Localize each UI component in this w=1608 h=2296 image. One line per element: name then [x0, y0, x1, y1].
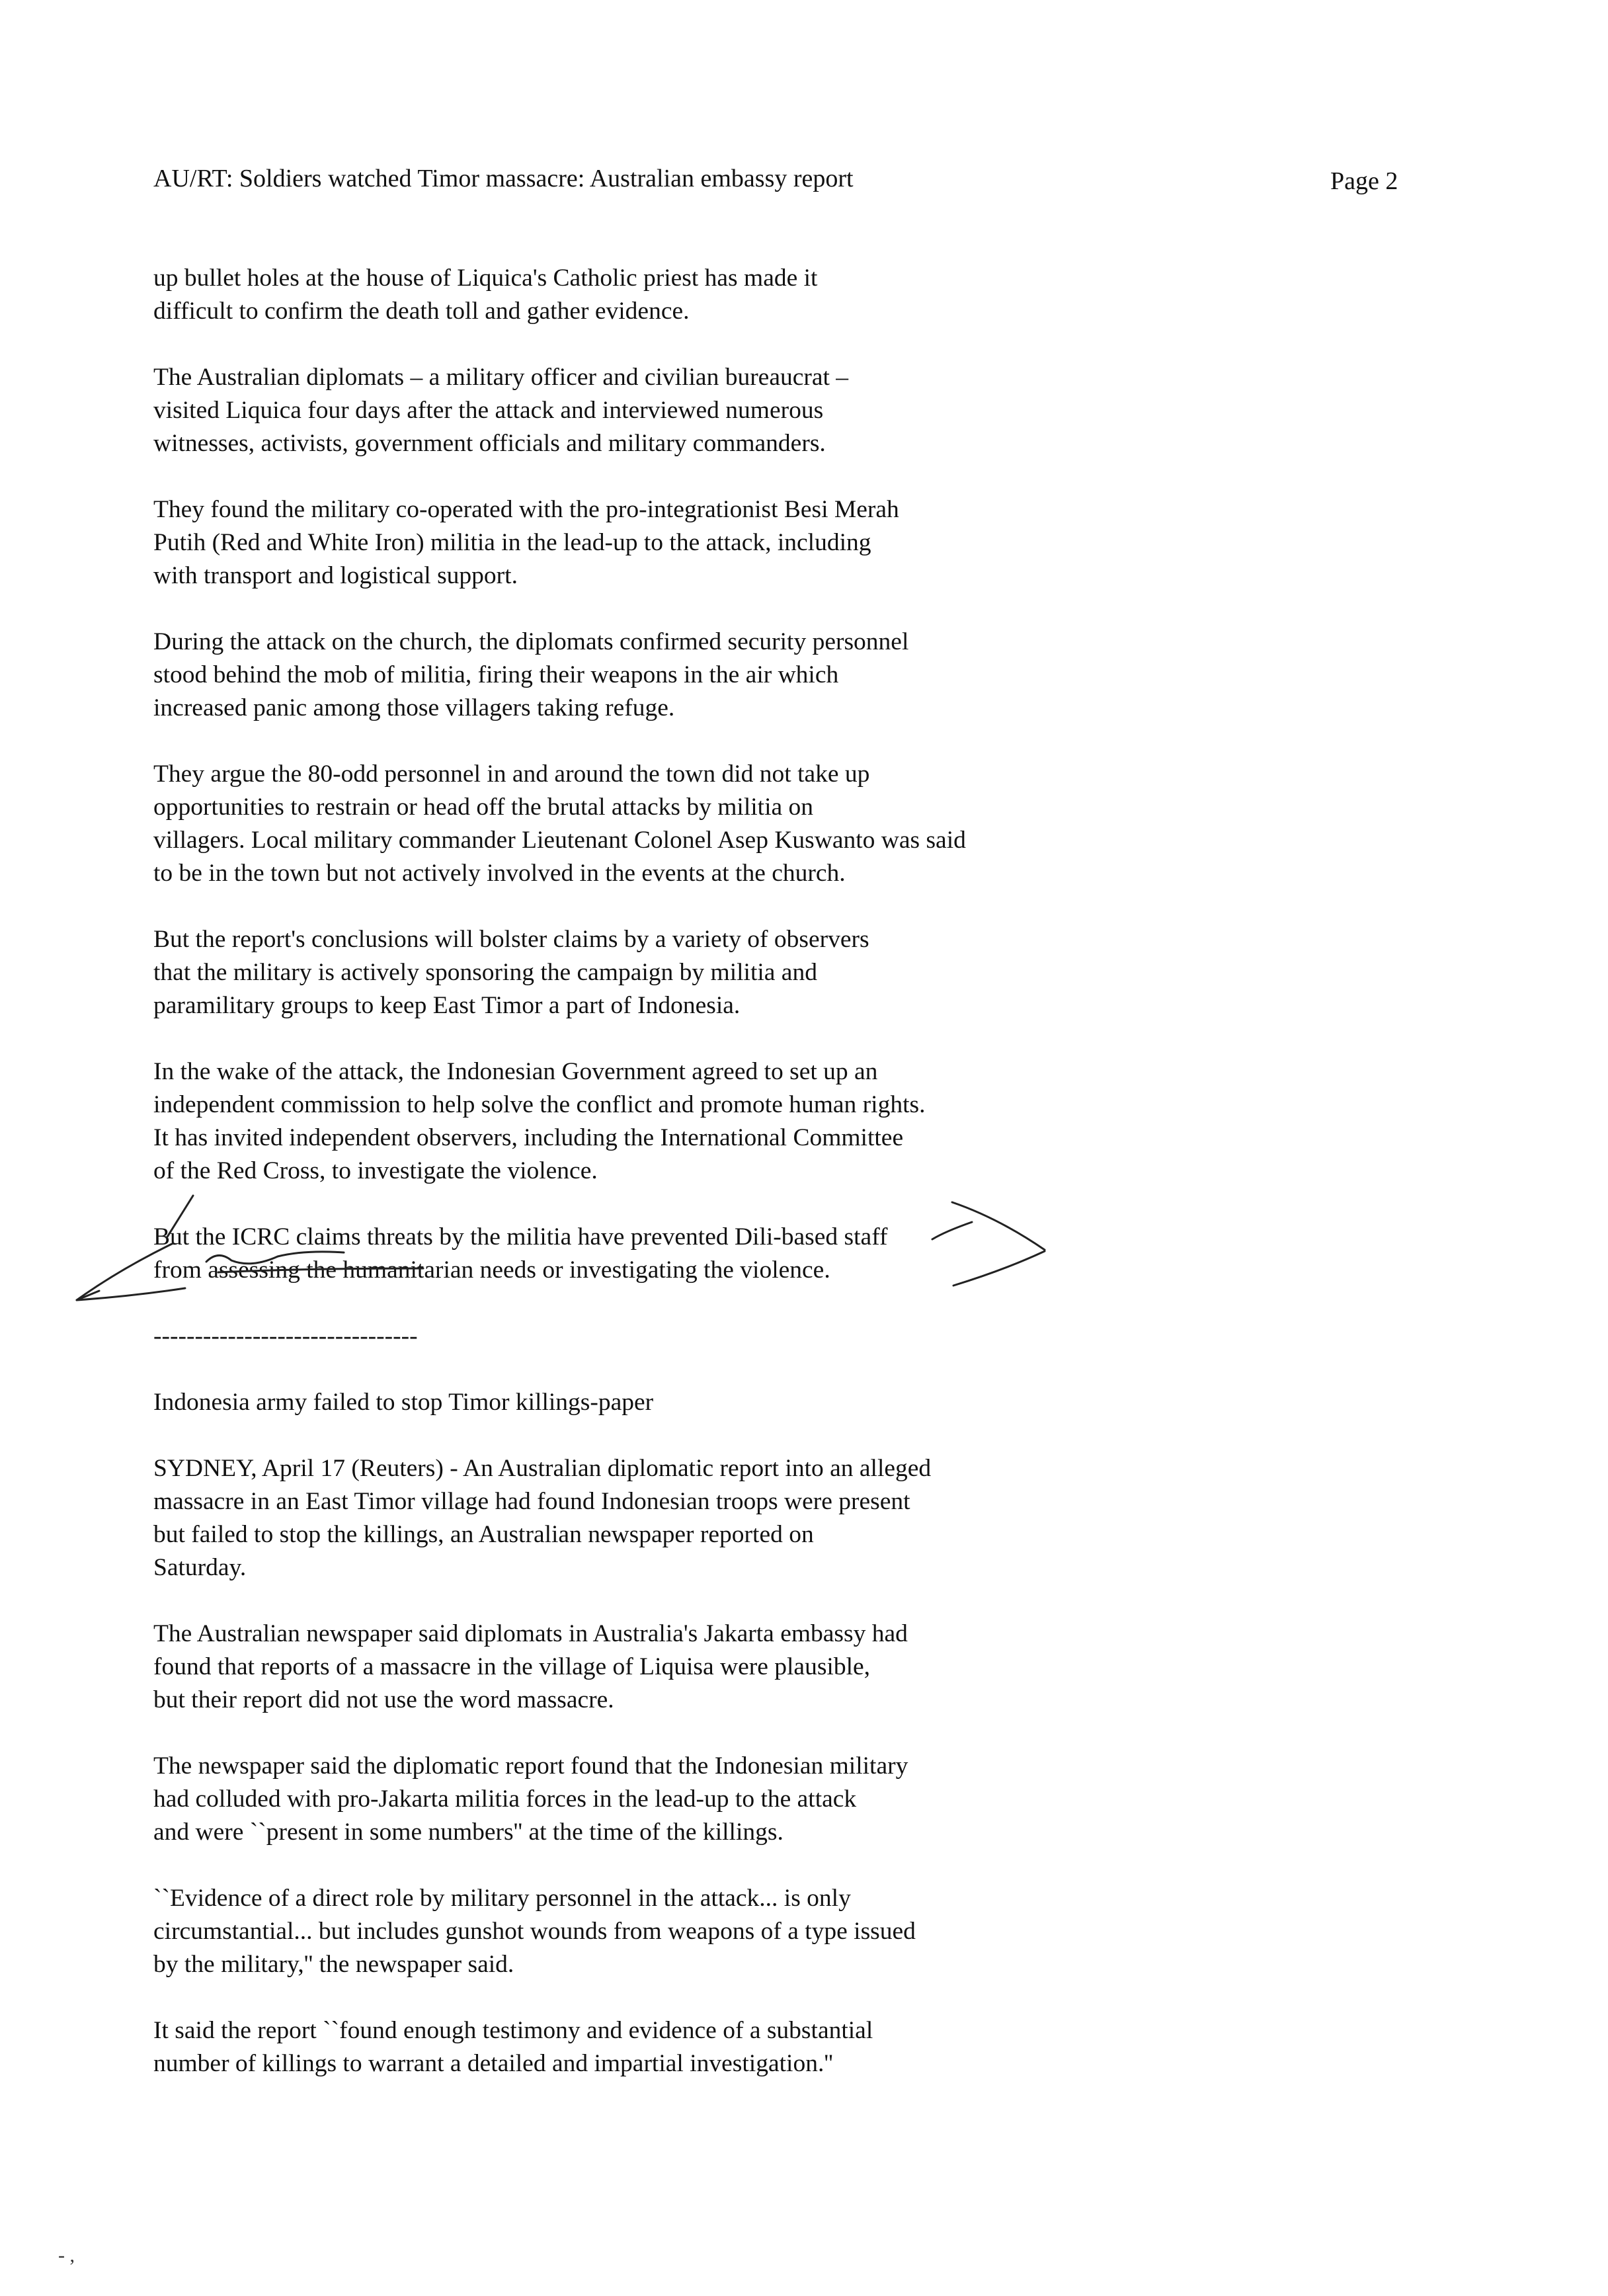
text-line: but their report did not use the word massacre. [153, 1686, 614, 1713]
article-separator: -------------------------------- [153, 1323, 418, 1350]
paragraph-10 [153, 1618, 1277, 1717]
text-line: by the military,'' the newspaper said. [153, 1951, 514, 1978]
text-line: from assessing the humanitarian needs or investigating the violence. [153, 1256, 830, 1284]
paragraph-12 [153, 1882, 1277, 1981]
paragraph-2 [153, 361, 1277, 460]
text-line: circumstantial... but includes gunshot wounds from weapons of a type issued [153, 1918, 916, 1945]
paragraph-6 [153, 923, 1277, 1022]
paragraph-5 [153, 758, 1277, 890]
text-line: visited Liquica four days after the attack and interviewed numerous [153, 397, 824, 424]
text-line: villagers. Local military commander Lieutenant Colonel Asep Kuswanto was said [153, 827, 966, 854]
text-line: difficult to confirm the death toll and gather evidence. [153, 298, 690, 325]
text-line: to be in the town but not actively involved in the events at the church. [153, 860, 846, 887]
text-line: They argue the 80-odd personnel in and around the town did not take up [153, 760, 870, 788]
text-line: found that reports of a massacre in the village of Liquisa were plausible, [153, 1653, 871, 1680]
text-line: Putih (Red and White Iron) militia in the lead-up to the attack, including [153, 529, 871, 556]
paragraph-11 [153, 1750, 1277, 1849]
text-line: had colluded with pro-Jakarta militia forces in the lead-up to the attack [153, 1785, 857, 1813]
margin-mark: - , [58, 2244, 75, 2266]
text-line: The Australian diplomats – a military officer and civilian bureaucrat – [153, 364, 849, 391]
text-line: number of killings to warrant a detailed and impartial investigation.'' [153, 2050, 833, 2077]
text-line: increased panic among those villagers taking refuge. [153, 694, 675, 721]
pen-left-tick [77, 1291, 99, 1300]
text-line: witnesses, activists, government officials and military commanders. [153, 430, 826, 457]
page-header-title: AU/RT: Soldiers watched Timor massacre: Australian embassy report [153, 165, 854, 192]
text-line: During the attack on the church, the diplomats confirmed security personnel [153, 628, 909, 655]
text-line: In the wake of the attack, the Indonesian Government agreed to set up an [153, 1058, 878, 1085]
text-line: The Australian newspaper said diplomats in Australia's Jakarta embassy had [153, 1620, 908, 1647]
text-line: SYDNEY, April 17 (Reuters) - An Australian diplomatic report into an alleged [153, 1455, 932, 1482]
text-line: independent commission to help solve the conflict and promote human rights. [153, 1091, 926, 1118]
text-line: The newspaper said the diplomatic report found that the Indonesian military [153, 1752, 908, 1780]
text-line: ``Evidence of a direct role by military personnel in the attack... is only [153, 1885, 851, 1912]
text-line: But the report's conclusions will bolster claims by a variety of observers [153, 926, 869, 953]
text-line: up bullet holes at the house of Liquica's Catholic priest has made it [153, 265, 818, 292]
text-line: with transport and logistical support. [153, 562, 518, 589]
paragraph-8-annotated [153, 1221, 1277, 1287]
paragraph-4 [153, 626, 1277, 725]
page-number: Page 2 [1330, 167, 1398, 195]
article-body [153, 262, 1277, 2113]
text-line: but failed to stop the killings, an Australian newspaper reported on [153, 1521, 814, 1548]
text-line: It has invited independent observers, including the International Committee [153, 1124, 904, 1151]
text-line: Saturday. [153, 1554, 247, 1581]
text-line: They found the military co-operated with the pro-integrationist Besi Merah [153, 496, 899, 523]
paragraph-7 [153, 1055, 1277, 1188]
paragraph-3 [153, 493, 1277, 593]
paragraph-13 [153, 2014, 1277, 2080]
text-line: that the military is actively sponsoring the campaign by militia and [153, 959, 817, 986]
paragraph-9 [153, 1452, 1277, 1584]
text-line: massacre in an East Timor village had found Indonesian troops were present [153, 1488, 910, 1515]
text-line: and were ``present in some numbers'' at the time of the killings. [153, 1819, 784, 1846]
text-line: opportunities to restrain or head off the brutal attacks by militia on [153, 794, 814, 821]
text-line: It said the report ``found enough testimony and evidence of a substantial [153, 2017, 873, 2044]
article-headline [153, 1386, 1277, 1419]
text-line: paramilitary groups to keep East Timor a part of Indonesia. [153, 992, 741, 1019]
paragraph-1 [153, 262, 1277, 328]
headline-text: Indonesia army failed to stop Timor killings-paper [153, 1389, 654, 1416]
text-line: of the Red Cross, to investigate the violence. [153, 1157, 598, 1184]
text-line: But the ICRC claims threats by the militia have prevented Dili-based staff [153, 1223, 888, 1250]
text-line: stood behind the mob of militia, firing their weapons in the air which [153, 661, 839, 688]
